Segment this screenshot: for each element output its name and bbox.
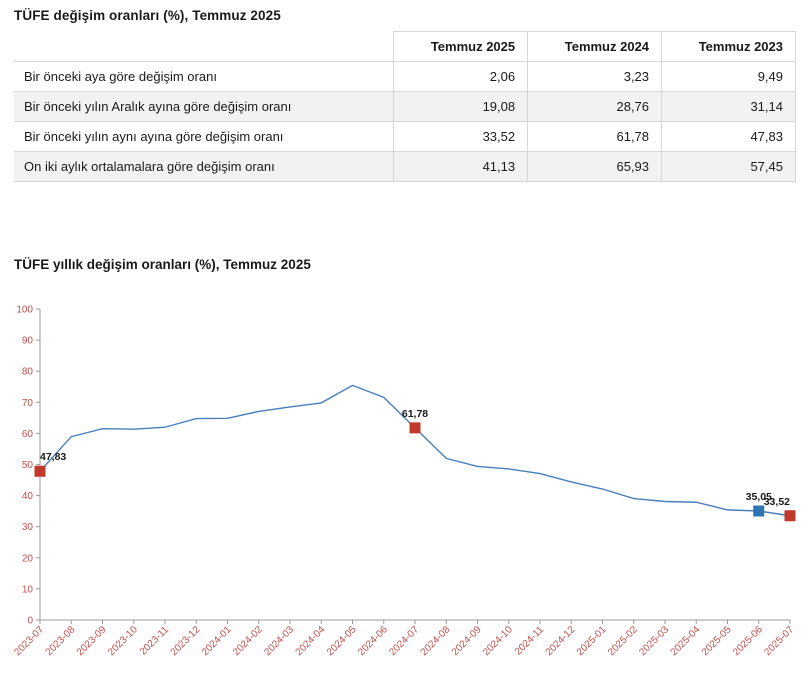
x-axis-tick-label: 2025-05 <box>699 624 734 659</box>
row-value-temmuz-2025: 2,06 <box>394 62 528 92</box>
data-point-marker <box>785 510 796 521</box>
data-point-label: 33,52 <box>763 495 790 508</box>
x-axis-tick-label: 2024-12 <box>543 624 578 659</box>
row-label: On iki aylık ortalamalara göre değişim oranı <box>14 152 394 182</box>
y-axis-tick-label: 20 <box>21 553 33 565</box>
row-label: Bir önceki yılın Aralık ayına göre değişim oranı <box>14 92 394 122</box>
chart-title: TÜFE yıllık değişim oranları (%), Temmuz 2025 <box>14 257 311 272</box>
row-value-temmuz-2023: 9,49 <box>662 62 796 92</box>
x-axis-tick-label: 2025-07 <box>762 624 797 659</box>
table-header-temmuz-2023: Temmuz 2023 <box>662 32 796 62</box>
table-row <box>14 122 796 152</box>
y-axis-tick-label: 30 <box>21 522 33 534</box>
x-axis-tick-label: 2025-02 <box>606 624 640 659</box>
table-row <box>14 92 796 122</box>
chart-container <box>0 295 810 687</box>
table-row <box>14 152 796 182</box>
data-point-marker <box>753 505 764 516</box>
y-axis-tick-label: 70 <box>21 397 33 409</box>
row-value-temmuz-2024: 3,23 <box>528 62 662 92</box>
x-axis-tick-label: 2023-10 <box>106 624 140 659</box>
y-axis-tick-label: 40 <box>21 491 33 503</box>
y-axis-tick-label: 100 <box>16 304 33 316</box>
series-line <box>40 385 790 515</box>
x-axis-tick-label: 2024-05 <box>324 624 359 659</box>
x-axis-tick-label: 2025-03 <box>637 624 672 659</box>
x-axis-tick-label: 2025-06 <box>731 624 765 659</box>
x-axis-tick-label: 2023-07 <box>12 624 47 659</box>
x-axis-tick-label: 2023-09 <box>74 624 109 659</box>
y-axis-tick-label: 60 <box>21 428 33 440</box>
row-value-temmuz-2024: 61,78 <box>528 122 662 152</box>
x-axis-tick-label: 2024-06 <box>356 624 390 659</box>
x-axis-tick-label: 2024-02 <box>231 624 265 659</box>
table-header-temmuz-2025: Temmuz 2025 <box>394 32 528 62</box>
x-axis-tick-label: 2024-04 <box>293 624 328 659</box>
row-label: Bir önceki yılın aynı ayına göre değişim oranı <box>14 122 394 152</box>
x-axis-tick-label: 2023-11 <box>137 624 172 658</box>
data-point-marker <box>35 466 46 477</box>
x-axis-tick-label: 2024-09 <box>449 624 484 659</box>
data-point-label: 35,05 <box>745 490 772 503</box>
row-value-temmuz-2023: 57,45 <box>662 152 796 182</box>
x-axis-tick-label: 2023-12 <box>168 624 203 659</box>
y-axis-tick-label: 50 <box>21 460 33 471</box>
tufe-rates-table <box>14 31 796 182</box>
row-value-temmuz-2023: 47,83 <box>662 122 796 152</box>
row-value-temmuz-2023: 31,14 <box>662 92 796 122</box>
x-axis-tick-label: 2024-01 <box>199 624 234 659</box>
table-header-row <box>14 32 796 62</box>
x-axis-tick-label: 2024-11 <box>512 624 547 658</box>
data-point-marker <box>410 422 421 433</box>
table-title: TÜFE değişim oranları (%), Temmuz 2025 <box>14 8 281 23</box>
table-header-corner <box>14 32 394 62</box>
row-value-temmuz-2025: 41,13 <box>394 152 528 182</box>
y-axis-tick-label: 0 <box>27 615 33 627</box>
row-value-temmuz-2025: 33,52 <box>394 122 528 152</box>
data-point-label: 61,78 <box>401 407 429 420</box>
data-point-label: 47,83 <box>40 451 67 464</box>
row-label: Bir önceki aya göre değişim oranı <box>14 62 394 92</box>
x-axis-tick-label: 2024-03 <box>262 624 297 659</box>
x-axis-tick-label: 2024-07 <box>387 624 422 659</box>
x-axis-tick-label: 2025-01 <box>574 624 609 659</box>
table-body <box>14 62 796 182</box>
table-header-temmuz-2024: Temmuz 2024 <box>528 32 662 62</box>
table-row <box>14 62 796 92</box>
y-axis-tick-label: 80 <box>21 366 33 378</box>
x-axis-tick-label: 2025-04 <box>668 624 703 659</box>
x-axis-tick-label: 2024-10 <box>481 624 515 659</box>
table-header <box>14 32 796 62</box>
row-value-temmuz-2024: 65,93 <box>528 152 662 182</box>
x-axis-tick-label: 2024-08 <box>418 624 453 659</box>
y-axis-tick-label: 10 <box>21 584 33 596</box>
x-axis-tick-label: 2023-08 <box>43 624 78 659</box>
y-axis-tick-label: 90 <box>21 335 33 347</box>
line-chart <box>0 295 810 687</box>
row-value-temmuz-2025: 19,08 <box>394 92 528 122</box>
row-value-temmuz-2024: 28,76 <box>528 92 662 122</box>
